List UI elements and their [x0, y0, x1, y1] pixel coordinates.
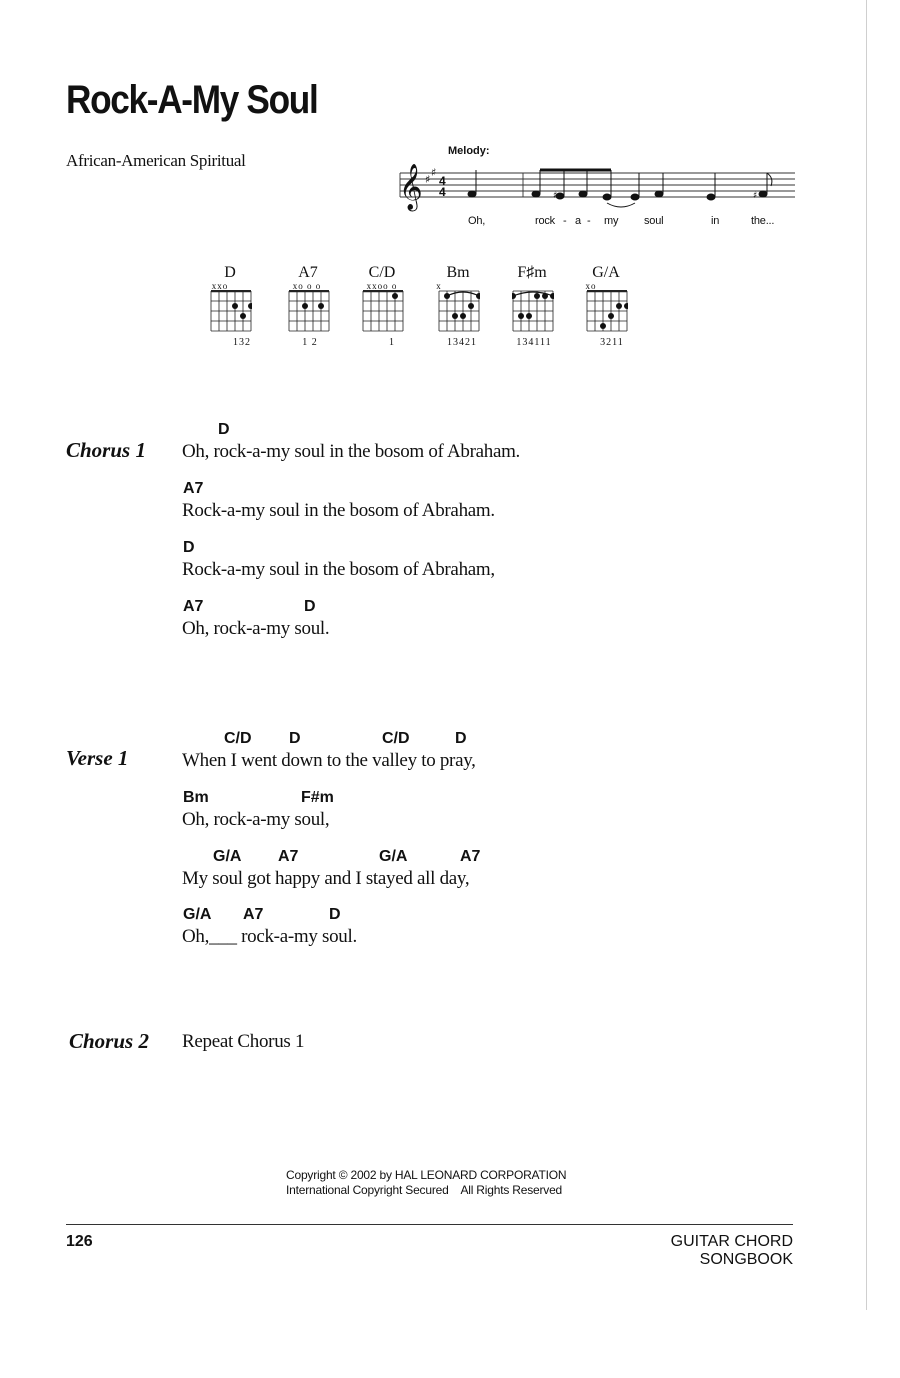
- fretboard: [210, 290, 252, 336]
- chord-name: C/D: [368, 264, 396, 281]
- lyric-line: My soul got happy and I stayed all day,: [182, 868, 470, 889]
- chord-symbol: D: [329, 906, 341, 923]
- melody-excerpt: [395, 140, 800, 235]
- melody-lyric-5: -: [587, 215, 591, 227]
- chord-symbol: A7: [183, 598, 204, 615]
- lyric-line: When I went down to the valley to pray,: [182, 750, 476, 771]
- fretboard: [586, 290, 628, 336]
- chord-name: F♯m: [517, 264, 547, 281]
- chord-markers: x: [436, 281, 442, 291]
- song-title: Rock-A-My Soul: [66, 78, 318, 122]
- chord-diagrams: [200, 262, 640, 352]
- melody-label: Melody:: [448, 145, 490, 157]
- chord-markers: xo o o: [292, 281, 322, 291]
- svg-text:♯: ♯: [753, 191, 758, 201]
- fretboard: [288, 290, 330, 336]
- chord-name: G/A: [592, 264, 620, 281]
- svg-text:4: 4: [439, 174, 446, 188]
- chord-symbol: D: [455, 730, 467, 747]
- melody-lyric-2: rock: [535, 215, 555, 227]
- chorus-1-label: Chorus 1: [66, 438, 146, 462]
- chord-diagram-f-sharp-m: [502, 262, 562, 352]
- svg-text:4: 4: [439, 185, 446, 199]
- chord-markers: xo: [585, 281, 597, 291]
- page-number: 126: [66, 1233, 93, 1250]
- lyric-line: Oh, rock-a-my soul,: [182, 809, 330, 830]
- lyric-line: Oh,___ rock-a-my soul.: [182, 926, 357, 947]
- chord-fingers: 134111: [516, 337, 552, 348]
- chord-symbol: D: [183, 539, 195, 556]
- melody-staff: [395, 140, 800, 235]
- svg-text:♯: ♯: [425, 173, 431, 186]
- melody-lyric-3: -: [563, 215, 567, 227]
- repeat-instruction: Repeat Chorus 1: [182, 1031, 305, 1052]
- chord-name: Bm: [446, 264, 470, 281]
- chord-diagram-c-d: [352, 262, 412, 352]
- chord-symbol: D: [304, 598, 316, 615]
- verse-1-label: Verse 1: [66, 746, 129, 770]
- chord-symbol: G/A: [183, 906, 212, 923]
- fretboard: [438, 290, 480, 336]
- melody-lyric-6: my: [604, 215, 619, 227]
- lyric-line: Oh, rock-a-my soul in the bosom of Abraham.: [182, 441, 521, 462]
- chord-diagram-d: [200, 262, 260, 352]
- chord-fingers: 1: [389, 337, 395, 348]
- svg-text:♯: ♯: [553, 191, 558, 201]
- footer-rule: [66, 1224, 793, 1225]
- chord-symbol: C/D: [382, 730, 410, 747]
- chord-fingers: 13421: [447, 337, 477, 348]
- chord-symbol: D: [218, 421, 230, 438]
- fretboard: [512, 290, 554, 336]
- chord-symbol: G/A: [213, 848, 242, 865]
- chord-symbol: A7: [243, 906, 264, 923]
- svg-text:♯: ♯: [431, 166, 437, 179]
- chord-fingers: 132: [233, 337, 251, 348]
- chord-markers: xxo: [211, 281, 229, 291]
- book-title: GUITAR CHORD SONGBOOK: [670, 1233, 793, 1268]
- melody-lyric-7: soul: [644, 215, 664, 227]
- melody-lyric-8: in: [711, 215, 720, 227]
- lyric-line: Rock-a-my soul in the bosom of Abraham.: [182, 500, 495, 521]
- lyric-line: Rock-a-my soul in the bosom of Abraham,: [182, 559, 495, 580]
- chorus-2-label: Chorus 2: [69, 1029, 149, 1053]
- chord-name: D: [224, 264, 236, 281]
- chord-symbol: C/D: [224, 730, 252, 747]
- chord-symbol: A7: [183, 480, 204, 497]
- page-edge-line: [866, 0, 867, 1310]
- lyric-line: Oh, rock-a-my soul.: [182, 618, 330, 639]
- melody-lyric-1: Oh,: [468, 215, 486, 227]
- chord-symbol: G/A: [379, 848, 408, 865]
- copyright-line-2: International Copyright Secured All Rights Reserved: [286, 1183, 563, 1197]
- chord-diagram-a7: [278, 262, 338, 352]
- chord-symbol: F#m: [301, 789, 334, 806]
- song-subtitle: African-American Spiritual: [66, 151, 246, 170]
- chord-symbol: Bm: [183, 789, 209, 806]
- chord-name: A7: [298, 264, 318, 281]
- chord-symbol: D: [289, 730, 301, 747]
- melody-lyric-9: the...: [751, 215, 775, 227]
- copyright-line-1: Copyright © 2002 by HAL LEONARD CORPORATION: [286, 1168, 567, 1182]
- chord-symbol: A7: [460, 848, 481, 865]
- chord-fingers: 3211: [600, 337, 624, 348]
- chord-diagram-g-a: [576, 262, 636, 352]
- chord-fingers: 1 2: [302, 337, 318, 348]
- melody-lyric-4: a: [575, 215, 581, 227]
- fretboard: [362, 290, 404, 336]
- chord-symbol: A7: [278, 848, 299, 865]
- chord-markers: xxoo o: [366, 281, 398, 291]
- svg-text:𝄞: 𝄞: [399, 164, 423, 210]
- chord-diagram-bm: [428, 262, 488, 352]
